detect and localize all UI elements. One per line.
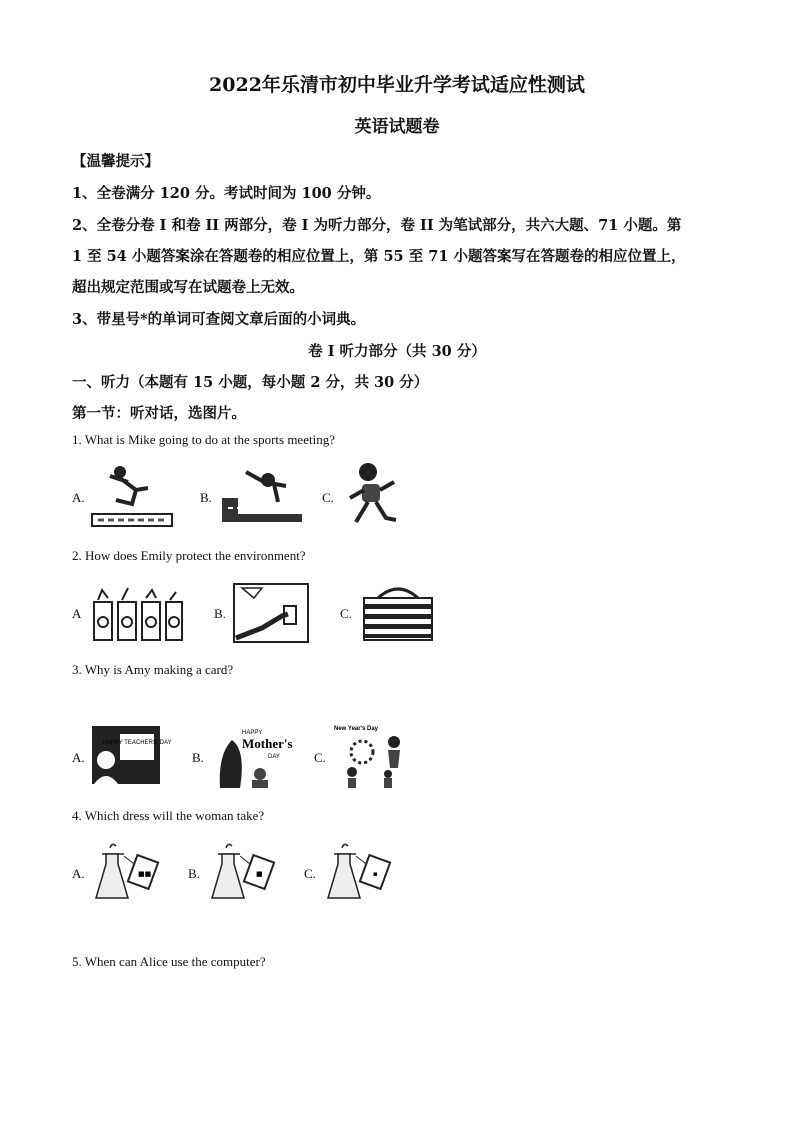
notice-item-2-line-2: 1 至 54 小题答案涂在答题卷的相应位置上，第 55 至 71 小题答案写在答题卷的相应位置上， [72, 248, 686, 265]
light-switch-image [232, 582, 310, 644]
mothers-day-card-text-3: DAY [268, 754, 280, 760]
runner-image [342, 460, 402, 532]
q2-option-c-label: C. [340, 606, 352, 621]
new-years-day-card-text: New Year's Day [334, 726, 379, 732]
q4-option-b-label: B. [188, 866, 200, 881]
dress-c-price-tag: ▪ [373, 870, 378, 878]
dress-a-image [90, 840, 160, 904]
part-1-title: 卷 I 听力部分（共 30 分） [308, 343, 486, 360]
new-years-day-card-image [332, 722, 408, 788]
shopping-bag-image [360, 580, 436, 642]
teachers-day-card-image [90, 724, 172, 786]
page-subtitle: 英语试题卷 [354, 117, 440, 137]
dress-b-price-tag: ■ [256, 870, 263, 878]
dress-a-price-tag: ■■ [138, 870, 152, 878]
section-heading: 一、听力（本题有 15 小题，每小题 2 分，共 30 分） [72, 374, 429, 391]
q1-option-c-label: C. [322, 490, 334, 505]
q1-option-b-label: B. [200, 490, 212, 505]
dress-c-image [322, 840, 392, 904]
dress-b-image [206, 840, 276, 904]
question-2: 2. How does Emily protect the environment? [72, 548, 306, 563]
notice-item-2-line-1: 2、全卷分卷 I 和卷 II 两部分，卷 I 为听力部分，卷 II 为笔试部分，共六大题、71 小题。第 [72, 217, 682, 234]
q4-option-a-label: A. [72, 866, 85, 881]
question-4: 4. Which dress will the woman take? [72, 808, 265, 823]
question-5: 5. When can Alice use the computer? [72, 954, 266, 969]
q3-option-c-label: C. [314, 750, 326, 765]
q2-option-b-label: B. [214, 606, 226, 621]
teachers-day-card-text: HAPPY TEACHERS' DAY [102, 740, 172, 746]
long-jump-image [88, 460, 176, 530]
notice-item-2-line-3: 超出规定范围或写在试题卷上无效。 [72, 279, 304, 296]
mothers-day-card-image [212, 724, 293, 788]
q3-option-a-label: A. [72, 750, 85, 765]
question-3: 3. Why is Amy making a card? [72, 662, 234, 677]
notice-item-1: 1、全卷满分 120 分。考试时间为 100 分钟。 [72, 185, 381, 202]
recycling-bins-image [92, 586, 184, 642]
q4-option-c-label: C. [304, 866, 316, 881]
notice-heading: 【温馨提示】 [72, 153, 159, 170]
mothers-day-card-text-1: HAPPY [242, 730, 263, 736]
q2-option-a-label: A [72, 606, 82, 621]
notice-item-3: 3、带星号*的单词可查阅文章后面的小词典。 [72, 311, 366, 328]
q3-option-b-label: B. [192, 750, 204, 765]
mothers-day-card-text-2: Mother's [242, 736, 293, 751]
question-1: 1. What is Mike going to do at the sports meeting? [72, 432, 335, 447]
subsection-heading: 第一节：听对话，选图片。 [72, 405, 246, 422]
high-jump-image [218, 462, 308, 526]
q1-option-a-label: A. [72, 490, 85, 505]
page-title: 2022年乐清市初中毕业升学考试适应性测试 [209, 74, 585, 96]
